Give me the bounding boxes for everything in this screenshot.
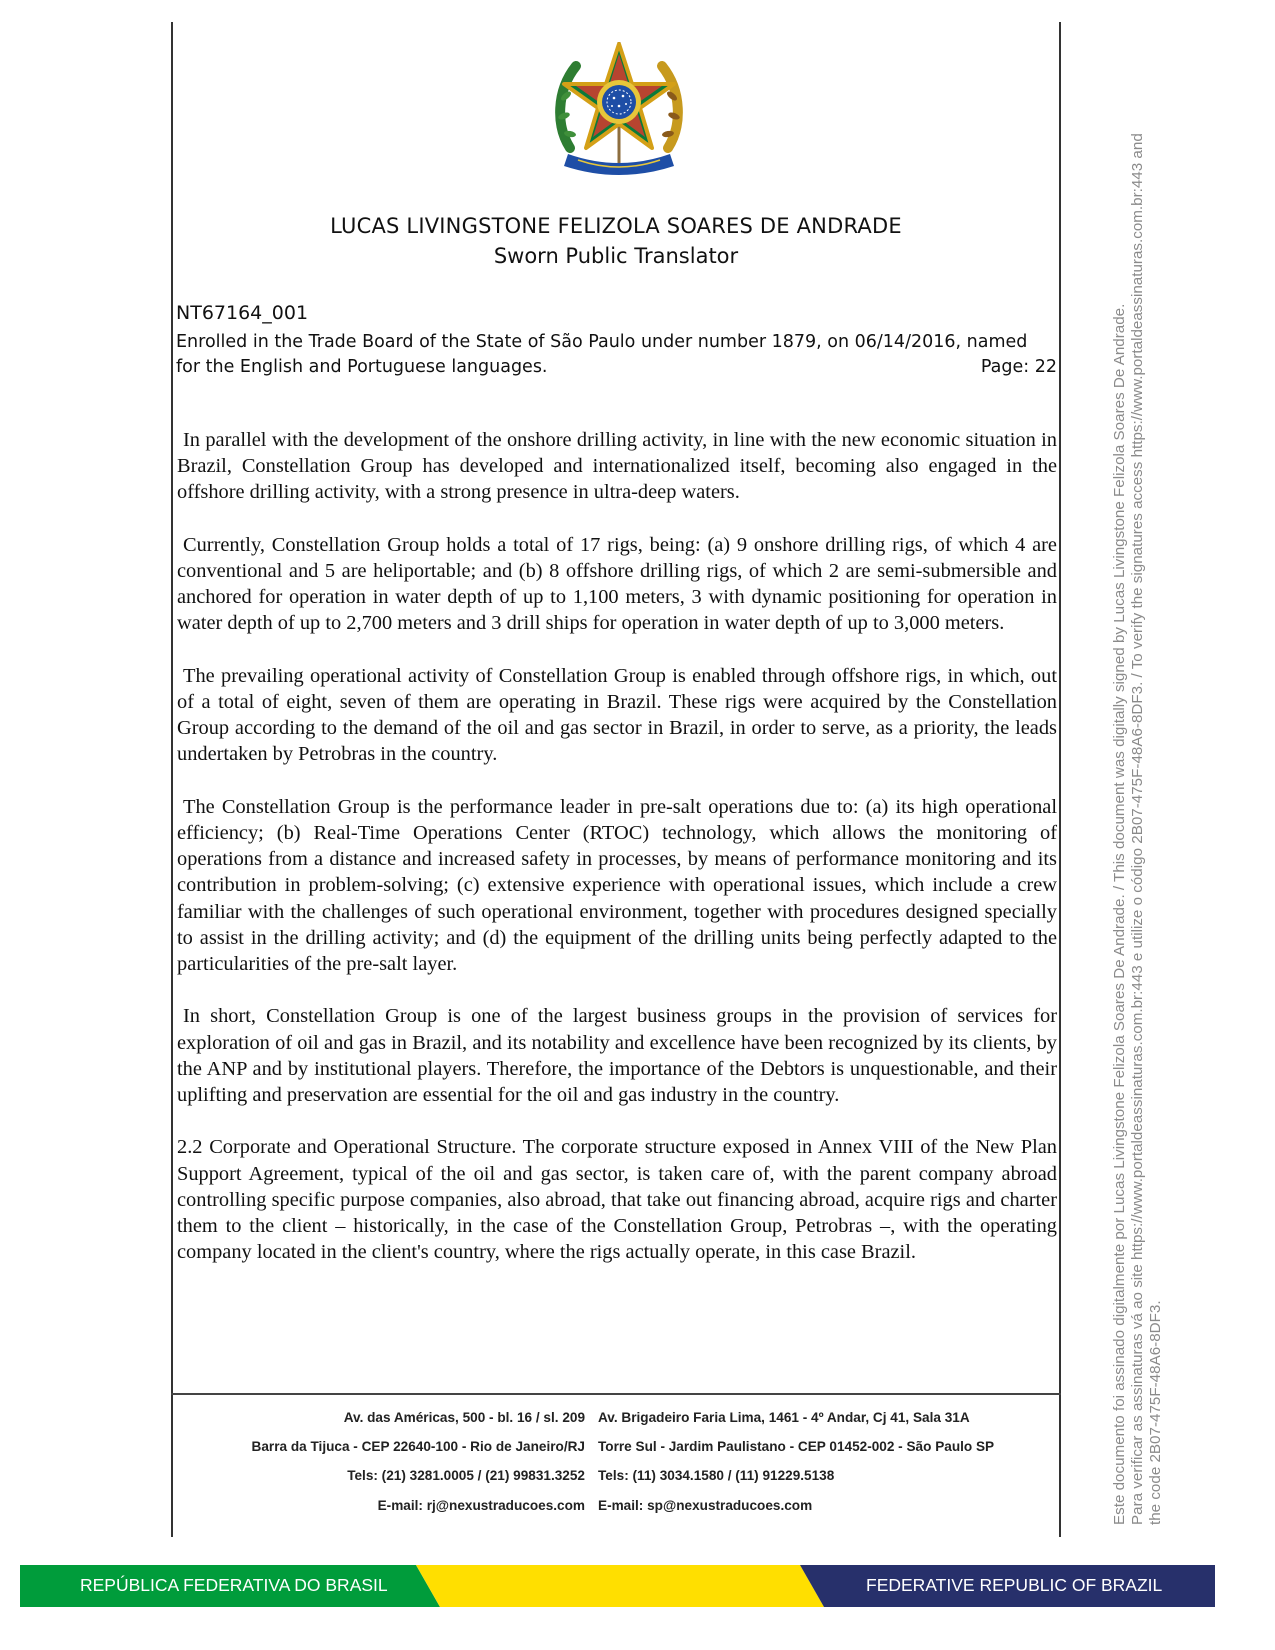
page-number: Page: 22 — [980, 357, 1057, 377]
paragraph-3: The prevailing operational activity of Constellation Group is enabled through offshore rigs, in which, out of a total of eight, seven of them are operating in Brazil. These rigs were acquired by the Constellation Group according to the demand of the oil and gas sector in Brazil, in order to serve, as a priority, the leads undertaken by Petrobras in the country. — [177, 664, 1057, 766]
digital-signature-notice — [1111, 15, 1165, 1525]
sp-address-line-1: Av. Brigadeiro Faria Lima, 1461 - 4º Andar, Cj 41, Sala 31A — [598, 1410, 970, 1425]
sp-phones: Tels: (11) 3034.1580 / (11) 91229.5138 — [598, 1468, 835, 1484]
rio-address-line-1: Av. das Américas, 500 - bl. 16 / sl. 209 — [343, 1410, 585, 1425]
translator-title: Sworn Public Translator — [493, 244, 739, 268]
paragraph-6: 2.2 Corporate and Operational Structure. The corporate structure exposed in Annex VIII of the New Plan Support Agreement, typical of the oil and gas sector, is taken care of, with the parent company abroad controlling specific purpose companies, also abroad, that take out financing abroad, acquire rigs and charter them to the client – historically, in the case of the Constellation Group, Petrobras –, with the operating company located in the client's country, where the rigs actually operate, in this case Brazil. — [177, 1136, 1057, 1264]
signature-notice-line-3: the code 2B07-475F-48A6-8DF3. — [1147, 1300, 1164, 1525]
enrollment-line-1: Enrolled in the Trade Board of the State of São Paulo under number 1879, on 06/14/2016, named — [176, 332, 1028, 352]
signature-notice-line-2: Para verificar as assinaturas vá ao site https://www.portaldeassinaturas.com.br:443 e utilize o código 2B07-475F-48A6-8DF3. / To verify the signatures access https://www.portaldeassinaturas.com.br:443 and — [1129, 133, 1146, 1525]
enrollment-info — [176, 330, 1057, 380]
footer-divider — [171, 1393, 1061, 1395]
paragraph-4: The Constellation Group is the performance leader in pre-salt operations due to: (a) its high operational efficiency; (b) Real-Time Operations Center (RTOC) technology, which allows the monitoring of operations from a distance and increased safety in processes, by means of performance monitoring and its contribution in problem-solving; (c) extensive experience with operational issues, which include a crew familiar with the challenges of such operational environment, together with procedures designed specially to assist in the drilling activity; and (d) the equipment of the drilling units being perfectly adapted to the particularities of the pre-salt layer. — [177, 795, 1057, 976]
sp-address-line-2: Torre Sul - Jardim Paulistano - CEP 01452-002 - São Paulo SP — [598, 1439, 995, 1455]
right-margin-line — [1059, 22, 1061, 1537]
translator-name: LUCAS LIVINGSTONE FELIZOLA SOARES DE ANDRADE — [330, 214, 902, 238]
document-body — [177, 427, 1057, 1292]
paragraph-5: In short, Constellation Group is one of the largest business groups in the provision of services for exploration of oil and gas in Brazil, and its notability and excellence have been recognized by its clients, by the ANP and by institutional players. Therefore, the importance of the Debtors is unquestionable, and their uplifting and preservation are essential for the oil and gas industry in the country. — [177, 1005, 1057, 1107]
paragraph-2: Currently, Constellation Group holds a total of 17 rigs, being: (a) 9 onshore drilling rigs, of which 4 are conventional and 5 are heliportable; and (b) 8 offshore drilling rigs, of which 2 are semi-submersible and anchored for operation in water depth of up to 1,100 meters, 3 with dynamic positioning for operation in water depth of up to 2,700 meters and 3 drill ships for operation in water depth of up to 3,000 meters. — [177, 533, 1057, 635]
band-yellow-segment — [416, 1565, 824, 1607]
brazil-coat-of-arms-icon — [548, 36, 690, 184]
footer-address-sao-paulo — [598, 1403, 994, 1520]
rio-email: E-mail: rj@nexustraducoes.com — [377, 1497, 585, 1513]
document-reference: NT67164_001 — [176, 302, 309, 324]
footer-address-rio — [252, 1403, 585, 1520]
enrollment-line-2: for the English and Portuguese languages. — [176, 357, 548, 377]
band-label-english: FEDERATIVE REPUBLIC OF BRAZIL — [866, 1575, 1163, 1595]
paragraph-1: In parallel with the development of the onshore drilling activity, in line with the new economic situation in Brazil, Constellation Group has developed and internationalized itself, becoming also engaged in the offshore drilling activity, with a strong presence in ultra-deep waters. — [177, 429, 1057, 504]
rio-address-line-2: Barra da Tijuca - CEP 22640-100 - Rio de Janeiro/RJ — [251, 1439, 585, 1455]
band-label-portuguese: REPÚBLICA FEDERATIVA DO BRASIL — [80, 1575, 388, 1595]
signature-notice-line-1: Este documento foi assinado digitalmente por Lucas Livingstone Felizola Soares De Andrade. / This document was digitally signed by Lucas Livingstone Felizola Soares De Andrade. — [1111, 303, 1128, 1525]
rio-phones: Tels: (21) 3281.0005 / (21) 99831.3252 — [347, 1468, 585, 1484]
sp-email: E-mail: sp@nexustraducoes.com — [598, 1497, 813, 1513]
